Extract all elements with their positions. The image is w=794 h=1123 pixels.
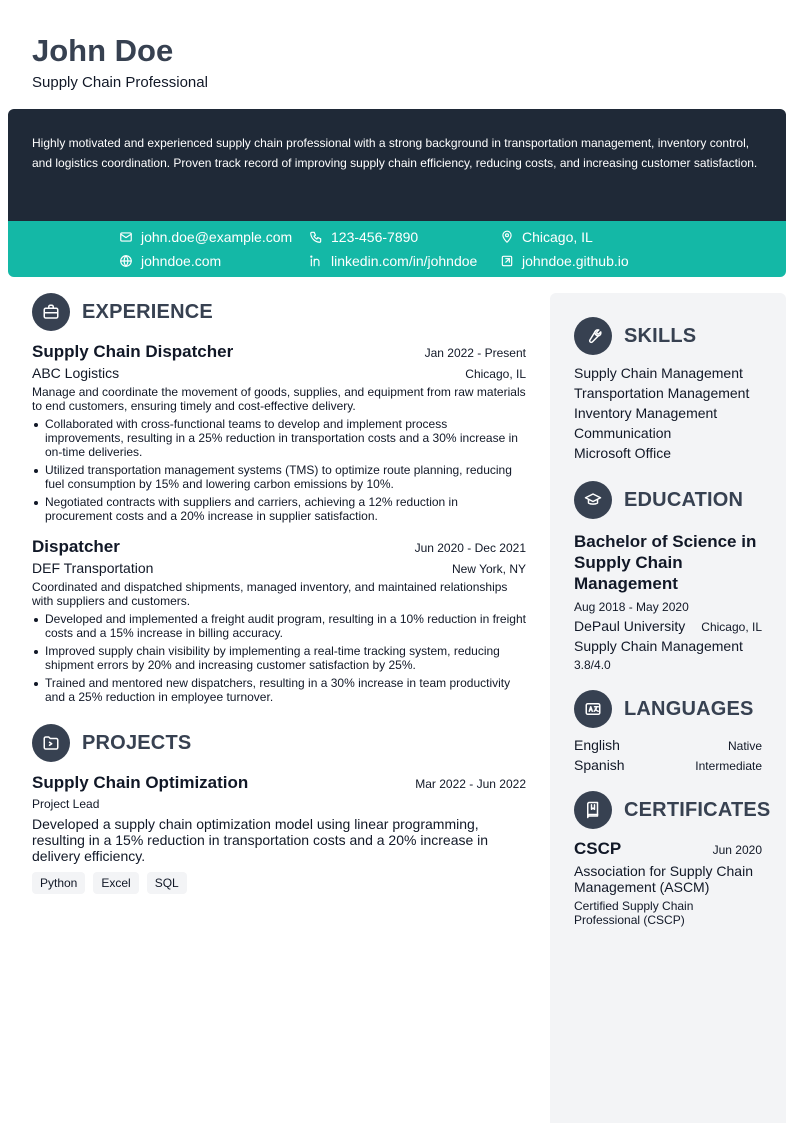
job-title: Supply Chain Dispatcher [32,342,234,361]
website-text: johndoe.com [141,253,222,269]
github-text: johndoe.github.io [522,253,629,269]
education-date: Aug 2018 - May 2020 [574,600,689,614]
language-name: Spanish [574,757,625,773]
email-text: john.doe@example.com [141,229,293,245]
job-entry [32,537,526,704]
summary-text: Highly motivated and experienced supply chain professional with a strong background in transportation management, inventory control, and logistics coordination. Proven track record of improving supply chain efficiency, reducing costs, and increasing customer satisfaction. [32,136,758,170]
languages-heading [574,690,762,728]
job-bullet: Utilized transportation management systems (TMS) to optimize route planning, reducing fuel consumption by 15% and lowering carbon emissions by 10%. [32,463,526,491]
skill-item: Communication [574,425,672,441]
job-bullet: Developed and implemented a freight audit program, resulting in a 10% reduction in freight costs and a 15% increase in billing accuracy. [32,612,526,640]
job-title: Dispatcher [32,537,120,556]
job-bullet: Improved supply chain visibility by implementing a real-time tracking system, reducing shipment errors by 20% and increasing customer satisfaction by 25%. [32,644,526,672]
candidate-title: Supply Chain Professional [32,74,208,91]
projects-heading [32,724,526,762]
contact-phone[interactable] [309,228,418,246]
briefcase-icon [32,293,70,331]
education-heading [574,481,762,519]
certificate-name: CSCP [574,839,622,858]
education-gpa: 3.8/4.0 [574,658,611,672]
folder-icon [32,724,70,762]
certificates-heading [574,791,771,829]
language-name: English [574,737,620,753]
graduation-cap-icon [574,481,612,519]
skills-section [574,317,762,463]
translate-icon [574,690,612,728]
map-pin-icon [500,230,514,244]
job-company: ABC Logistics [32,365,120,381]
job-description: Manage and coordinate the movement of goods, supplies, and equipment from raw materials to end customers, ensuring timely and cost-effective delivery. [32,385,526,413]
job-bullet: Trained and mentored new dispatchers, resulting in a 30% increase in team productivity and a 25% reduction in employee turnover. [32,676,526,704]
education-degree: Bachelor of Science in Supply Chain Management [574,532,757,593]
certificate-date: Jun 2020 [712,843,762,857]
globe-icon [119,254,133,268]
job-location: New York, NY [451,562,526,576]
certificates-title: CERTIFICATES [624,798,771,821]
language-level: Native [727,739,762,753]
education-section [574,481,762,672]
job-date: Jan 2022 - Present [424,346,526,360]
job-description: Coordinated and dispatched shipments, managed inventory, and maintained relationships with suppliers and customers. [32,580,508,608]
job-bullet: Negotiated contracts with suppliers and carriers, achieving a 12% reduction in procurement costs and a 20% increase in supplier satisfaction. [32,495,526,523]
contact-bar [8,221,786,277]
linkedin-icon [309,254,323,268]
skills-title: SKILLS [624,324,697,347]
mail-icon [119,230,133,244]
skill-item: Transportation Management [574,385,750,401]
main-column [32,293,526,894]
skill-item: Supply Chain Management [574,365,743,381]
certificates-section [574,791,771,927]
certificate-icon [574,791,612,829]
contact-github[interactable] [500,252,629,270]
languages-section [574,690,762,773]
tag-python: Python [32,872,85,894]
contact-linkedin[interactable] [309,252,477,270]
education-school: DePaul University [574,618,686,634]
education-field: Supply Chain Management [574,638,743,654]
phone-icon [309,230,323,244]
job-company: DEF Transportation [32,560,154,576]
tag-sql: SQL [147,872,187,894]
skill-item: Inventory Management [574,405,718,421]
contact-email[interactable] [119,228,292,246]
project-title: Supply Chain Optimization [32,773,249,792]
certificate-full-name: Certified Supply Chain Professional (CSCP) [574,899,694,927]
link-square-icon [500,254,514,268]
language-level: Intermediate [695,759,762,773]
project-date: Mar 2022 - Jun 2022 [415,777,526,791]
project-description: Developed a supply chain optimization model using linear programming, resulting in a 15% reduction in transportation costs and a 20% increase in delivery efficiency. [32,816,489,864]
contact-website[interactable] [119,252,221,270]
certificate-issuer: Association for Supply Chain Management (ASCM) [574,863,753,895]
skill-item: Microsoft Office [574,445,671,461]
wrench-icon [574,317,612,355]
project-entry [32,773,526,894]
project-role: Project Lead [32,797,100,811]
job-entry [32,342,526,523]
sidebar-column [550,293,786,1123]
tag-excel: Excel [93,872,138,894]
phone-text: 123-456-7890 [331,229,419,245]
job-bullet: Collaborated with cross-functional teams to develop and implement process improvements, resulting in a 25% reduction in transportation costs and a 30% increase in on-time deliveries. [32,417,526,459]
linkedin-text: linkedin.com/in/johndoe [331,253,478,269]
skills-heading [574,317,762,355]
experience-heading [32,293,526,331]
education-title: EDUCATION [624,488,744,511]
languages-title: LANGUAGES [624,697,754,720]
contact-location [500,228,593,246]
projects-title: PROJECTS [82,731,192,754]
location-text: Chicago, IL [522,229,593,245]
job-date: Jun 2020 - Dec 2021 [414,541,526,555]
candidate-name: John Doe [32,33,174,68]
resume-header [32,32,208,91]
job-bullets [32,612,526,704]
project-tags [32,872,526,894]
education-location: Chicago, IL [701,620,762,634]
job-location: Chicago, IL [465,367,526,381]
job-bullets [32,417,526,523]
experience-title: EXPERIENCE [82,300,213,323]
summary-panel [8,109,786,221]
